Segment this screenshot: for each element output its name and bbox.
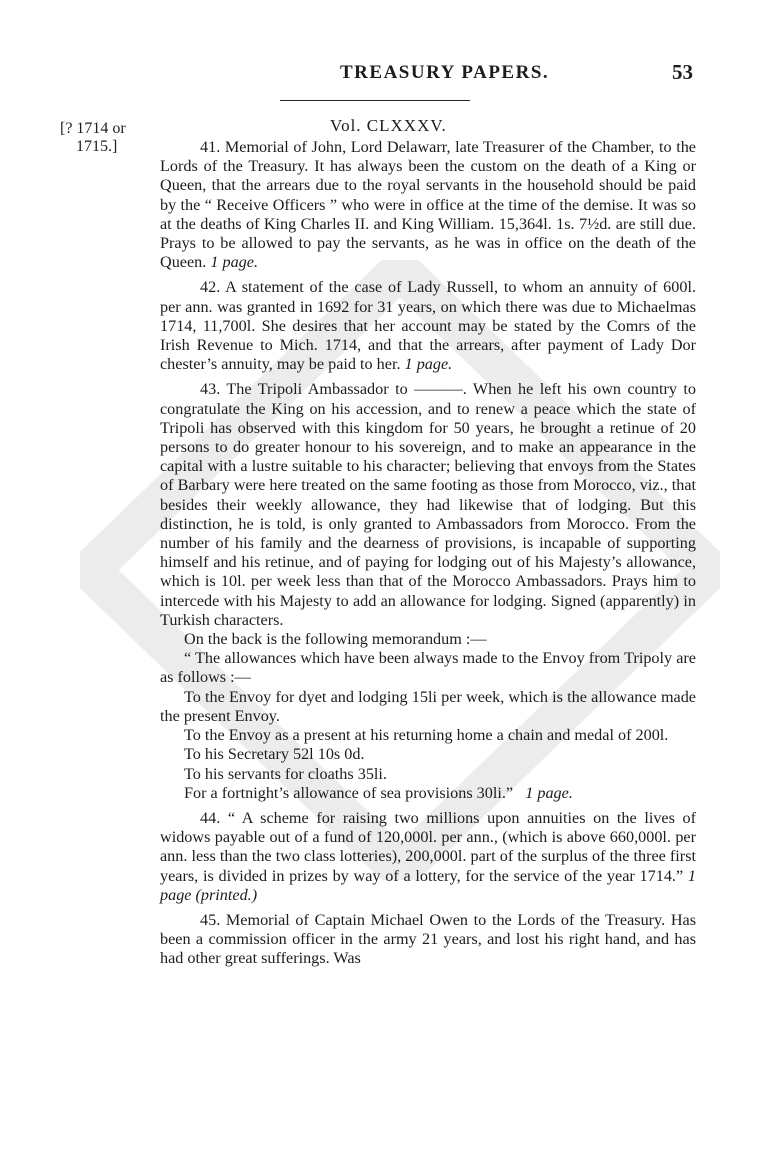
- entry-45: 45. Memorial of Captain Michael Owen to the Lords of the Treasury. Has been a commission officer in the army 21 years, and lost his right hand, and has had other great sufferings. Was: [160, 910, 696, 968]
- header-rule: [280, 100, 470, 101]
- entry-43-memo-line-3: To the Envoy as a present at his returning home a chain and medal of 200l.: [184, 726, 669, 745]
- margin-date-line-2: 1715.]: [76, 138, 118, 155]
- entry-43-memo-line-5: To his servants for cloaths 35li.: [184, 764, 387, 783]
- entry-44-text: 44. “ A scheme for raising two millions upon annuities on the lives of widows payable out of a fund of 120,000l. per ann., (which is above 660,000l. per ann. less than the two class lotteries), 200,000l. part of the surplus of the three first years, is divided in prizes by way of a lottery, for the service of the year 1714.”: [160, 808, 696, 885]
- entry-43: 43. The Tripoli Ambassador to ———. When he left his own country to congratulate the King on his accession, and to renew a peace which the state of Tripoli has observed with this kingdom for 50 years, he brought a retinue of 20 persons to do greater honour to his sovereign, and to make an appearance in the capital with a lustre suitable to his character; believing that envoys from the States of Barbary were here treated on the same footing as those from Morocco, viz., that besides their weekly allowance, they had likewise that of lodging. But this distinction, he is told, is only granted to Ambassadors from Morocco. From the number of his family and the dearness of provisions, is incapable of supporting himself and his retinue, and of paying for lodging out of his Majesty’s allowance, which is 10l. per week less than that of the Morocco Ambassadors. Prays him to intercede with his Majesty to add an allowance for lodging. Signed (apparently) in Turkish characters.: [160, 380, 696, 629]
- entry-44-reference: 1 page (printed.): [160, 866, 697, 904]
- volume-heading: Vol. CLXXXV.: [330, 116, 447, 135]
- margin-date-line-1: [? 1714 or: [60, 120, 126, 137]
- entry-41-text: 41. Memorial of John, Lord Delawarr, late Treasurer of the Chamber, to the Lords of the Treasury. It has always been the custom on the death of a King or Queen, that the arrears due to the royal servants in the household should be paid by the “ Receive Officers ” who were in office at the time of the demise. It was so at the deaths of King Charles II. and King William. 15,364l. 1s. 7½d. are still due. Prays to be allowed to pay the servants, as he was in office on the death of the Queen.: [160, 138, 696, 272]
- entry-43-memo-line-6: [160, 784, 696, 803]
- entry-42: [160, 278, 696, 374]
- entry-44: [160, 809, 696, 905]
- entry-42-text: 42. A statement of the case of Lady Russell, to whom an annuity of 600l. per ann. was granted in 1692 for 31 years, on which there was due to Michaelmas 1714, 11,700l. She desires that her account may be stated by the Comrs of the Irish Revenue to Mich. 1714, and that the arrears, after payment of Lady Dor chester’s annuity, may be paid to her.: [160, 278, 696, 374]
- entry-43-memo-line-2: To the Envoy for dyet and lodging 15li per week, which is the allowance made the present Envoy.: [160, 687, 696, 725]
- entry-43-reference: 1 page.: [525, 783, 573, 802]
- entry-42-reference: 1 page.: [404, 355, 453, 374]
- margin-date: [60, 120, 150, 156]
- entry-43-memo-line-6-text: For a fortnight’s allowance of sea provisions 30li.”: [184, 783, 514, 802]
- page-number: 53: [672, 60, 693, 84]
- entry-43-memo-line-4: To his Secretary 52l 10s 0d.: [184, 745, 365, 764]
- entry-41-reference: 1 page.: [210, 253, 258, 272]
- entry-43-memo-line-1: “ The allowances which have been always made to the Envoy from Tripoly are as follows :—: [160, 649, 696, 687]
- entry-43-memo-intro: On the back is the following memorandum :—: [184, 630, 487, 649]
- document-body: [160, 138, 696, 969]
- entry-41: [160, 138, 696, 272]
- running-title: TREASURY PAPERS.: [340, 62, 550, 83]
